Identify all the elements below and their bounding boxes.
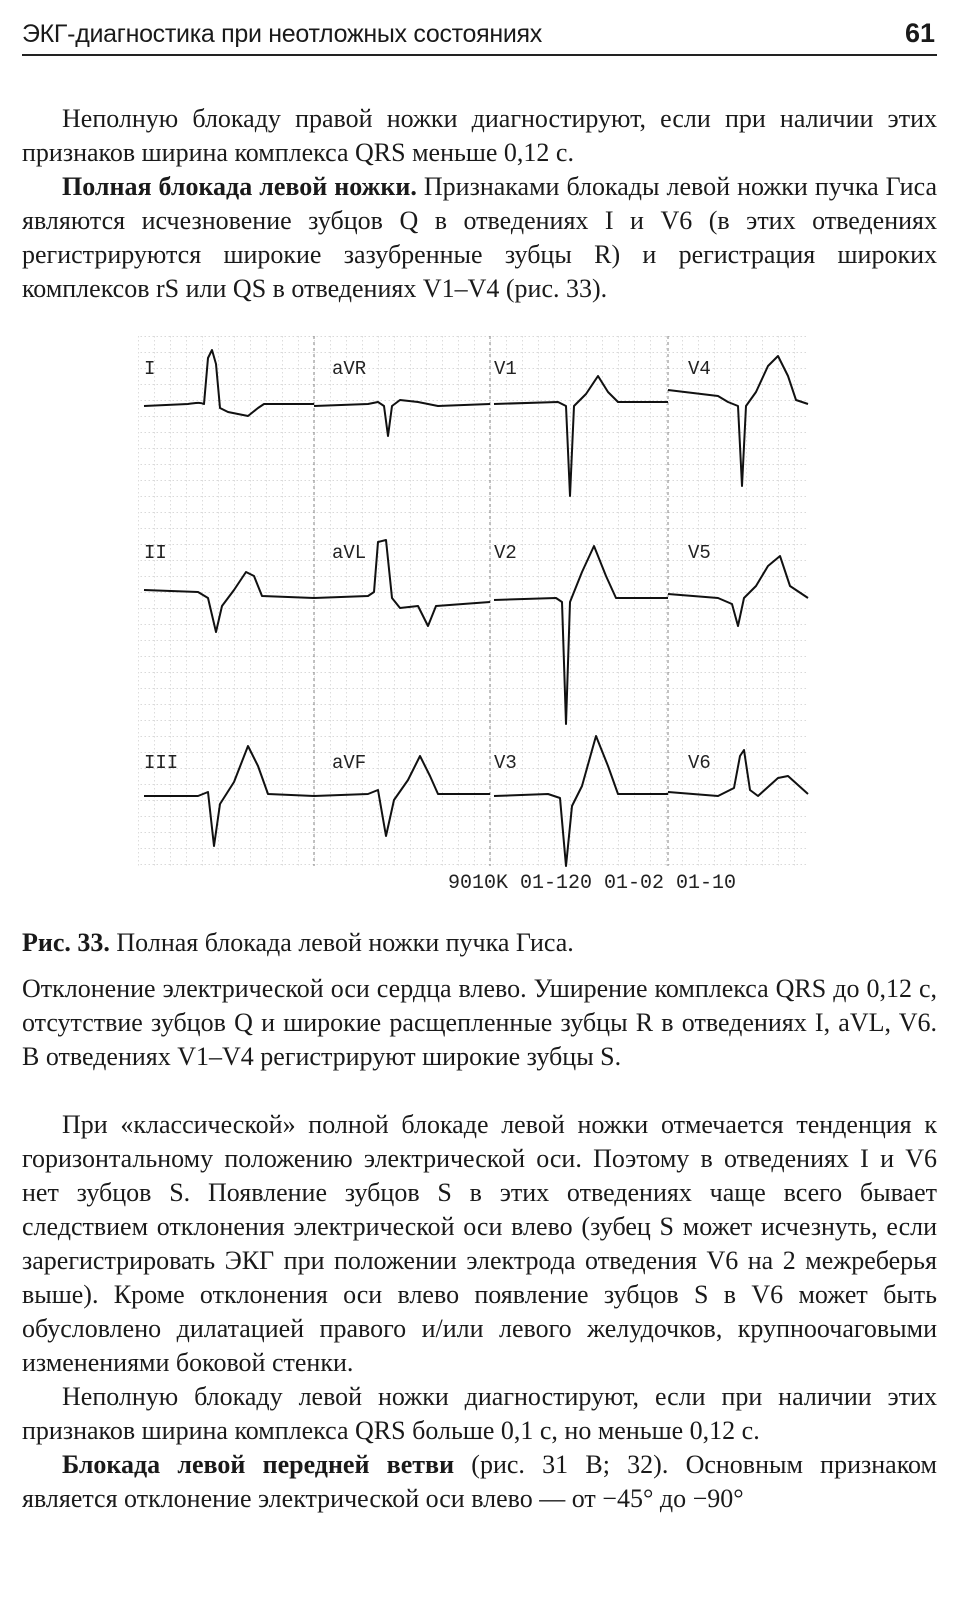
lead-label: V4 <box>688 358 711 380</box>
ecg-device-codes: 9010K 01-120 01-02 01-10 <box>448 872 737 895</box>
paragraph-incomplete-rbbb: Неполную блокаду правой ножки диагностируют, если при наличии этих признаков ширина комплекса QRS меньше 0,12 с. <box>22 104 937 167</box>
paragraph-lafb: Блокада левой передней ветви (рис. 31 В; 32). Основным признаком является отклонение электрической оси влево — от −45° до −90° <box>22 1450 937 1513</box>
lead-label: II <box>144 542 167 564</box>
figure-number: Рис. 33. <box>22 928 110 957</box>
lead-label: V3 <box>494 752 517 774</box>
figure-description: Отклонение электрической оси сердца влево. Уширение комплекса QRS до 0,12 с, отсутствие зубцов Q и широкие расщепленные зубцы R в отведениях I, aVL, V6. В отведениях V1–V4 регистрируют широкие зубцы S. <box>22 974 937 1071</box>
lead-label: aVL <box>332 542 367 564</box>
section-heading: Блокада левой передней ветви <box>62 1450 455 1479</box>
lead-label: III <box>144 752 179 774</box>
running-header <box>22 14 937 56</box>
lead-label: aVF <box>332 752 367 774</box>
section-heading: Полная блокада левой ножки. <box>62 172 417 201</box>
lead-label: V2 <box>494 542 517 564</box>
running-title: ЭКГ-диагностика при неотложных состояниях <box>22 20 542 48</box>
lead-label: V6 <box>688 752 711 774</box>
lead-label: aVR <box>332 358 367 380</box>
paragraph-complete-lbbb: Полная блокада левой ножки. Признаками блокады левой ножки пучка Гиса являются исчезновение зубцов Q в отведениях I и V6 (в этих отведениях регистрируются широкие зазубренные зубцы R) и регистрация широких комплексов rS или QS в отведениях V1–V4 (рис. 33). <box>22 172 937 303</box>
ecg-tracing <box>138 336 828 896</box>
ecg-grid <box>138 336 808 866</box>
figure-caption <box>22 926 937 960</box>
lead-label: I <box>144 358 156 380</box>
lead-label: V1 <box>494 358 517 380</box>
paragraph-classic-lbbb: При «классической» полной блокаде левой ножки отмечается тенденция к горизонтальному положению электрической оси. Поэтому в отведениях I и V6 нет зубцов S. Появление зубцов S в этих отведениях чаще всего бывает следствием отклонения электрической оси влево (зубец S может исчезнуть, если зарегистрировать ЭКГ при положении электрода отведения V6 на 2 межреберья выше). Кроме отклонения оси влево появление зубцов S в V6 может быть обусловлено дилатацией правого и/или левого желудочков, крупноочаговыми изменениями боковой стенки. <box>22 1110 937 1377</box>
ecg-figure <box>138 336 828 896</box>
figure-title: Полная блокада левой ножки пучка Гиса. <box>109 928 574 957</box>
lead-label: V5 <box>688 542 711 564</box>
paragraph-incomplete-lbbb: Неполную блокаду левой ножки диагностируют, если при наличии этих признаков ширина комплекса QRS больше 0,1 с, но меньше 0,12 с. <box>22 1382 937 1445</box>
page-number: 61 <box>904 18 935 48</box>
